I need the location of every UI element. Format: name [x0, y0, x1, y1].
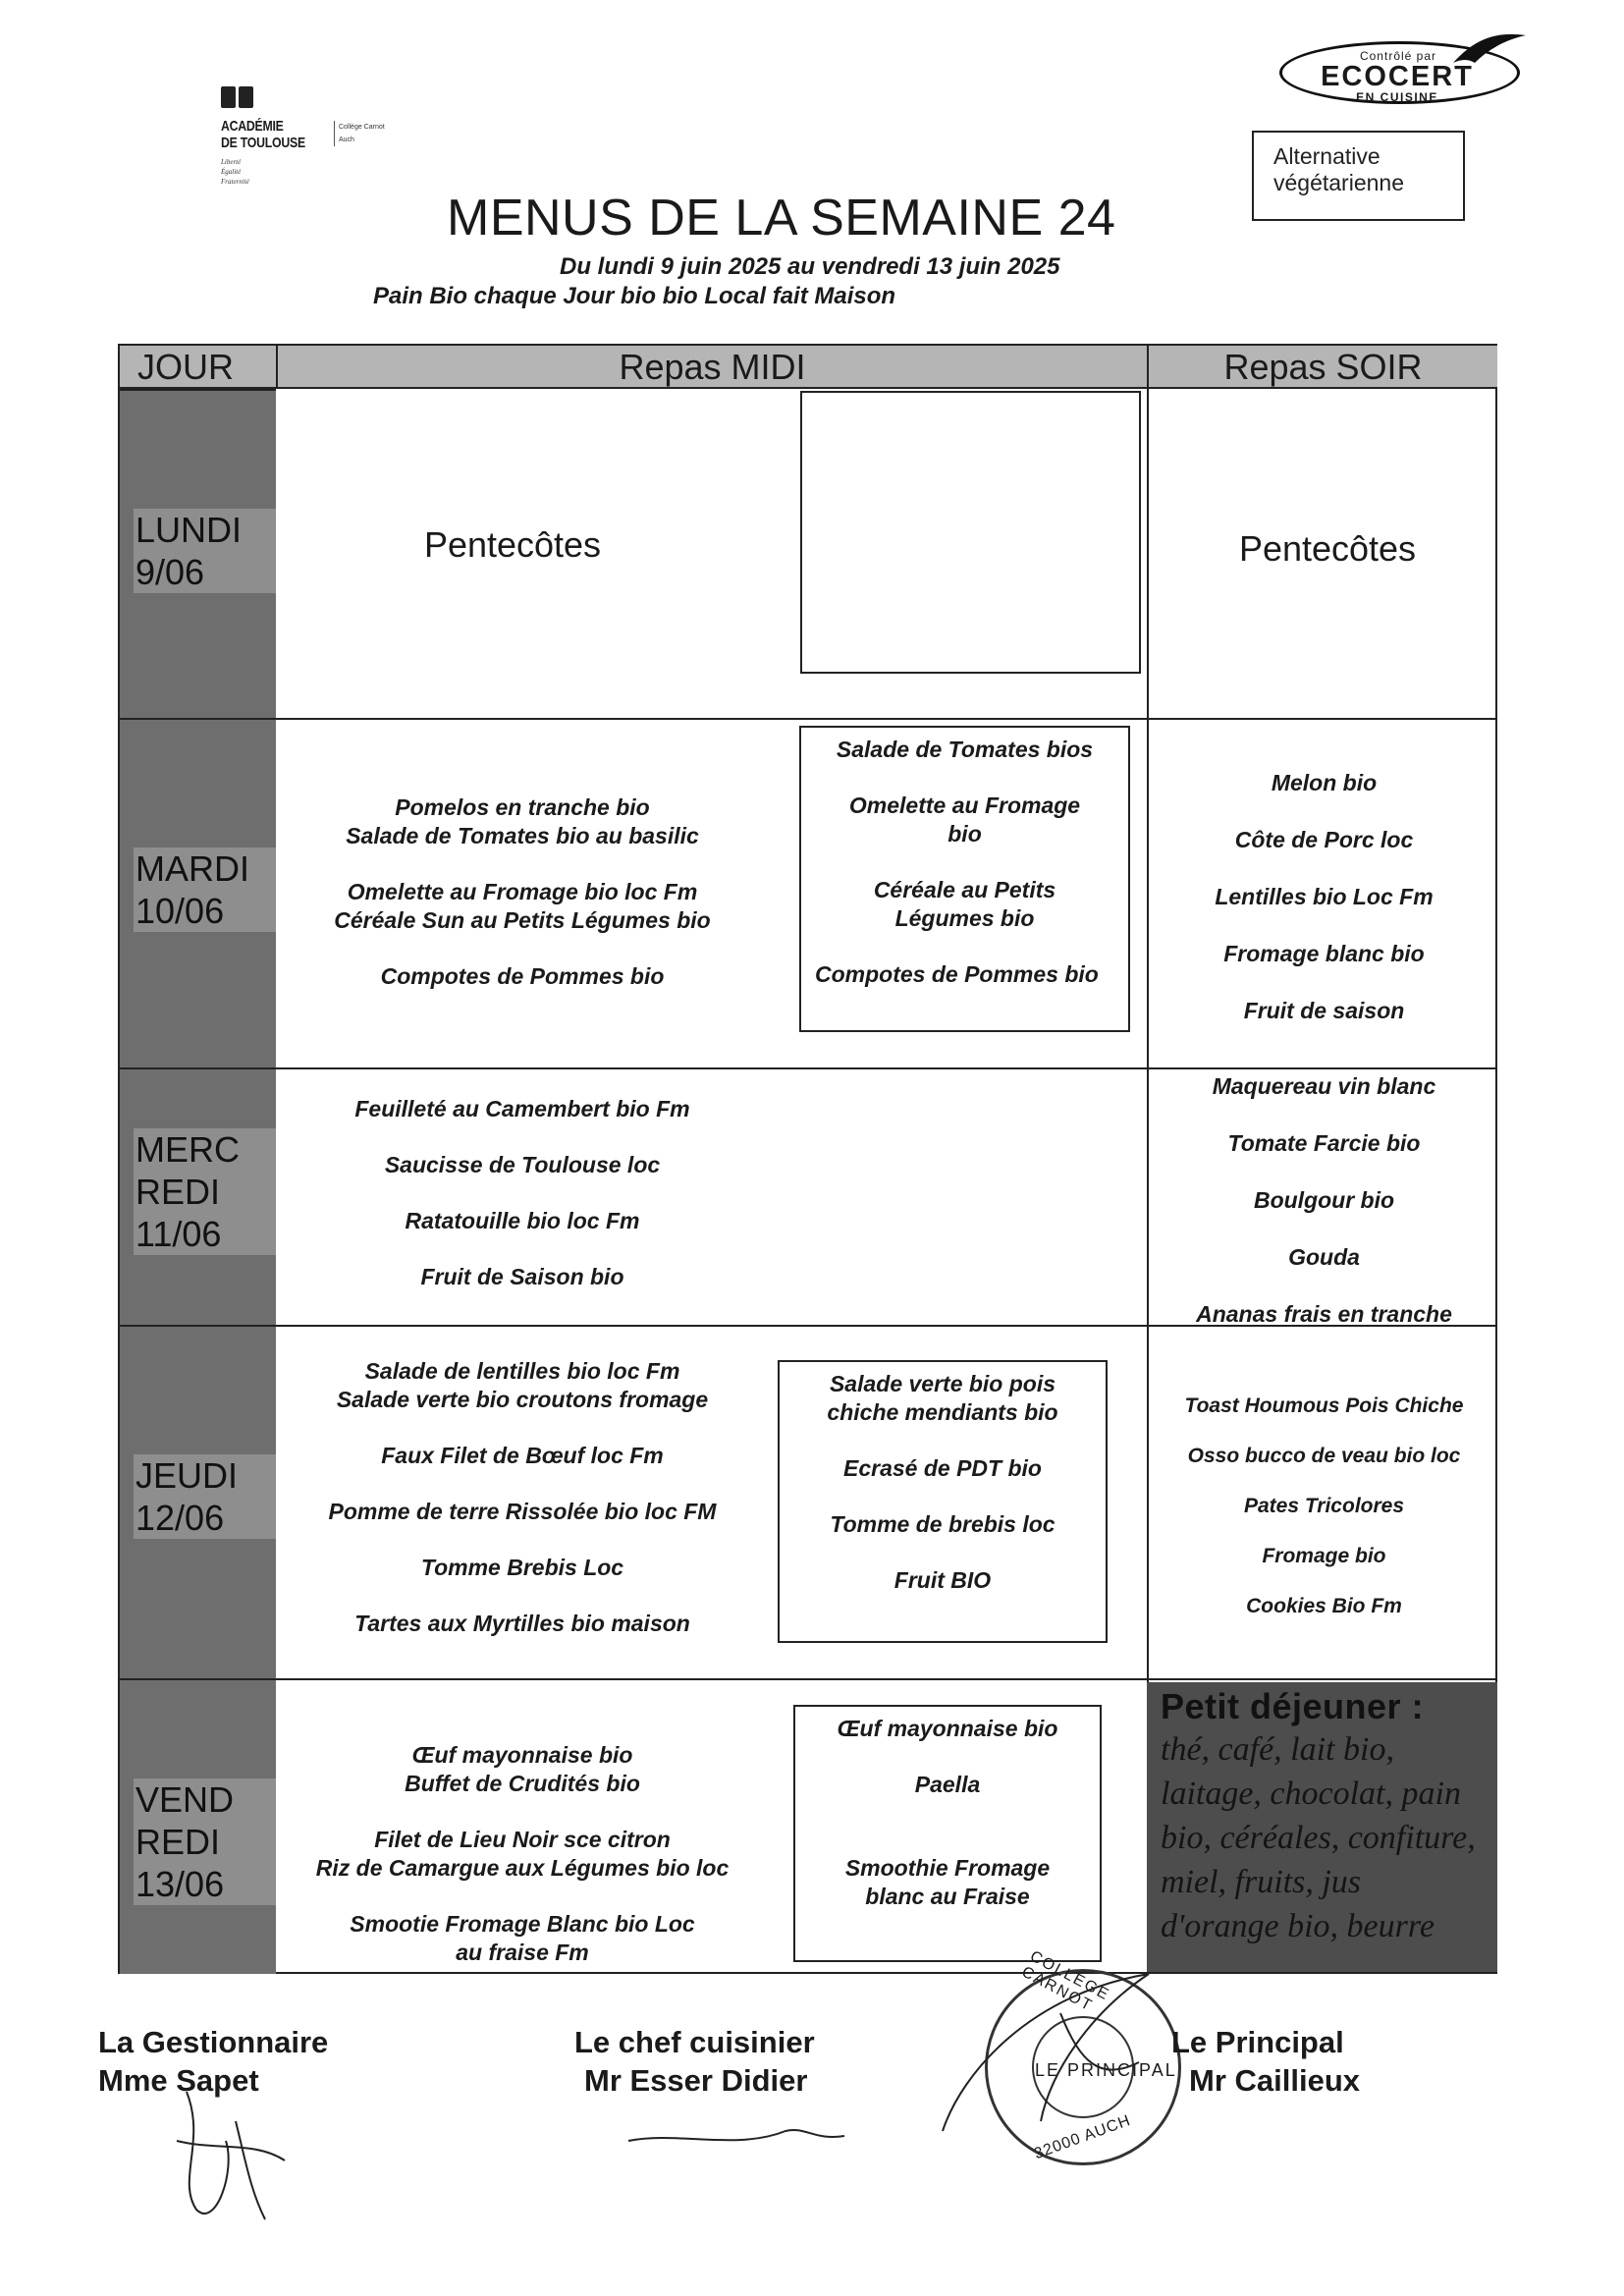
day-mardi: MARDI 10/06 — [120, 718, 276, 1067]
lundi-soir: Pentecôtes — [1238, 528, 1417, 569]
header-soir: Repas SOIR — [1147, 346, 1497, 389]
vendredi-midi: Œuf mayonnaise bio Buffet de Crudités bio Filet de Lieu Noir sce citron Riz de Camargue aux Légumes bio loc Smootie Fromage Blanc bio Loc au fraise Fm — [315, 1742, 730, 1965]
signature-gestionnaire: La Gestionnaire Mme Sapet — [98, 2025, 329, 2098]
vegetarian-legend: Alternative végétarienne — [1252, 131, 1465, 221]
gestionnaire-signature-scribble — [157, 2082, 295, 2229]
petit-dejeuner-panel — [1147, 1682, 1497, 1972]
page-title: MENUS DE LA SEMAINE 24 — [447, 190, 1116, 246]
chef-signature-scribble — [619, 2102, 854, 2170]
jeudi-vege-box: Salade verte bio pois chiche mendiants bio Ecrasé de PDT bio Tomme de brebis loc Fruit BIO — [778, 1360, 1108, 1643]
academie-logo — [221, 86, 407, 187]
marianne-icon — [221, 86, 256, 108]
day-jeudi: JEUDI 12/06 — [120, 1325, 276, 1678]
academie-line-2: DE TOULOUSE — [221, 135, 305, 151]
lundi-midi: Pentecôtes — [423, 524, 602, 565]
vendredi-vege-box: Œuf mayonnaise bio Paella Smoothie Fromage blanc au Fraise — [793, 1705, 1102, 1962]
signature-principal: Le Principal Mr Caillieux — [1171, 2025, 1360, 2098]
petit-dejeuner-title: Petit déjeuner : — [1161, 1686, 1425, 1726]
devise: Liberté Égalité Fraternité — [221, 158, 249, 186]
ecocert-line-2: ECOCERT — [1321, 61, 1474, 92]
principal-stamp: COLLEGE CARNOT LE PRINCIPAL 32000 AUCH — [985, 1969, 1181, 2165]
jeudi-soir: Toast Houmous Pois Chiche Osso bucco de veau bio loc Pates Tricolores Fromage bio Cookies Bio Fm — [1184, 1394, 1464, 1617]
mercredi-midi: Feuilleté au Camembert bio Fm Saucisse de Toulouse loc Ratatouille bio loc Fm Fruit de Saison bio — [354, 1096, 690, 1289]
header-midi: Repas MIDI — [276, 346, 1147, 389]
jeudi-midi: Salade de lentilles bio loc Fm Salade verte bio croutons fromage Faux Filet de Bœuf loc Fm Pomme de terre Rissolée bio loc FM Tomme Brebis Loc Tartes aux Myrtilles bio maison — [328, 1358, 717, 1636]
day-lundi: LUNDI 9/06 — [120, 389, 276, 718]
header-jour: JOUR — [120, 346, 276, 389]
signature-chef: Le chef cuisinier Mr Esser Didier — [574, 2025, 815, 2098]
academie-side-text: Collège Carnot Auch — [334, 121, 385, 146]
date-range: Du lundi 9 juin 2025 au vendredi 13 juin 2025 — [560, 253, 1060, 280]
mercredi-soir: Maquereau vin blanc Tomate Farcie bio Boulgour bio Gouda Ananas frais en tranche — [1196, 1073, 1452, 1327]
petit-dejeuner-body: thé, café, lait bio, laitage, chocolat, pain bio, céréales, confiture, miel, fruits, jus d'orange bio, beurre — [1161, 1731, 1476, 1944]
mardi-midi: Pomelos en tranche bio Salade de Tomates bio au basilic Omelette au Fromage bio loc Fm Céréale Sun au Petits Légumes bio Compotes de Pommes bio — [334, 794, 711, 989]
ecocert-line-1: Contrôlé par — [1359, 49, 1437, 63]
mardi-soir: Melon bio Côte de Porc loc Lentilles bio Loc Fm Fromage blanc bio Fruit de saison — [1215, 770, 1434, 1023]
ecocert-logo — [1279, 31, 1523, 108]
bread-note: Pain Bio chaque Jour bio bio Local fait Maison — [373, 283, 896, 309]
day-vendredi: VEND REDI 13/06 — [120, 1678, 276, 1974]
lundi-vege-box — [800, 391, 1141, 674]
academie-line-1: ACADÉMIE — [221, 118, 284, 135]
ecocert-line-3: EN CUISINE — [1356, 90, 1438, 104]
mardi-vege-box: Salade de Tomates bios Omelette au Fromage bio Céréale au Petits Légumes bio Compotes de Pommes bio — [799, 726, 1130, 1032]
day-mercredi: MERC REDI 11/06 — [120, 1067, 276, 1325]
menu-table — [118, 344, 1497, 1974]
